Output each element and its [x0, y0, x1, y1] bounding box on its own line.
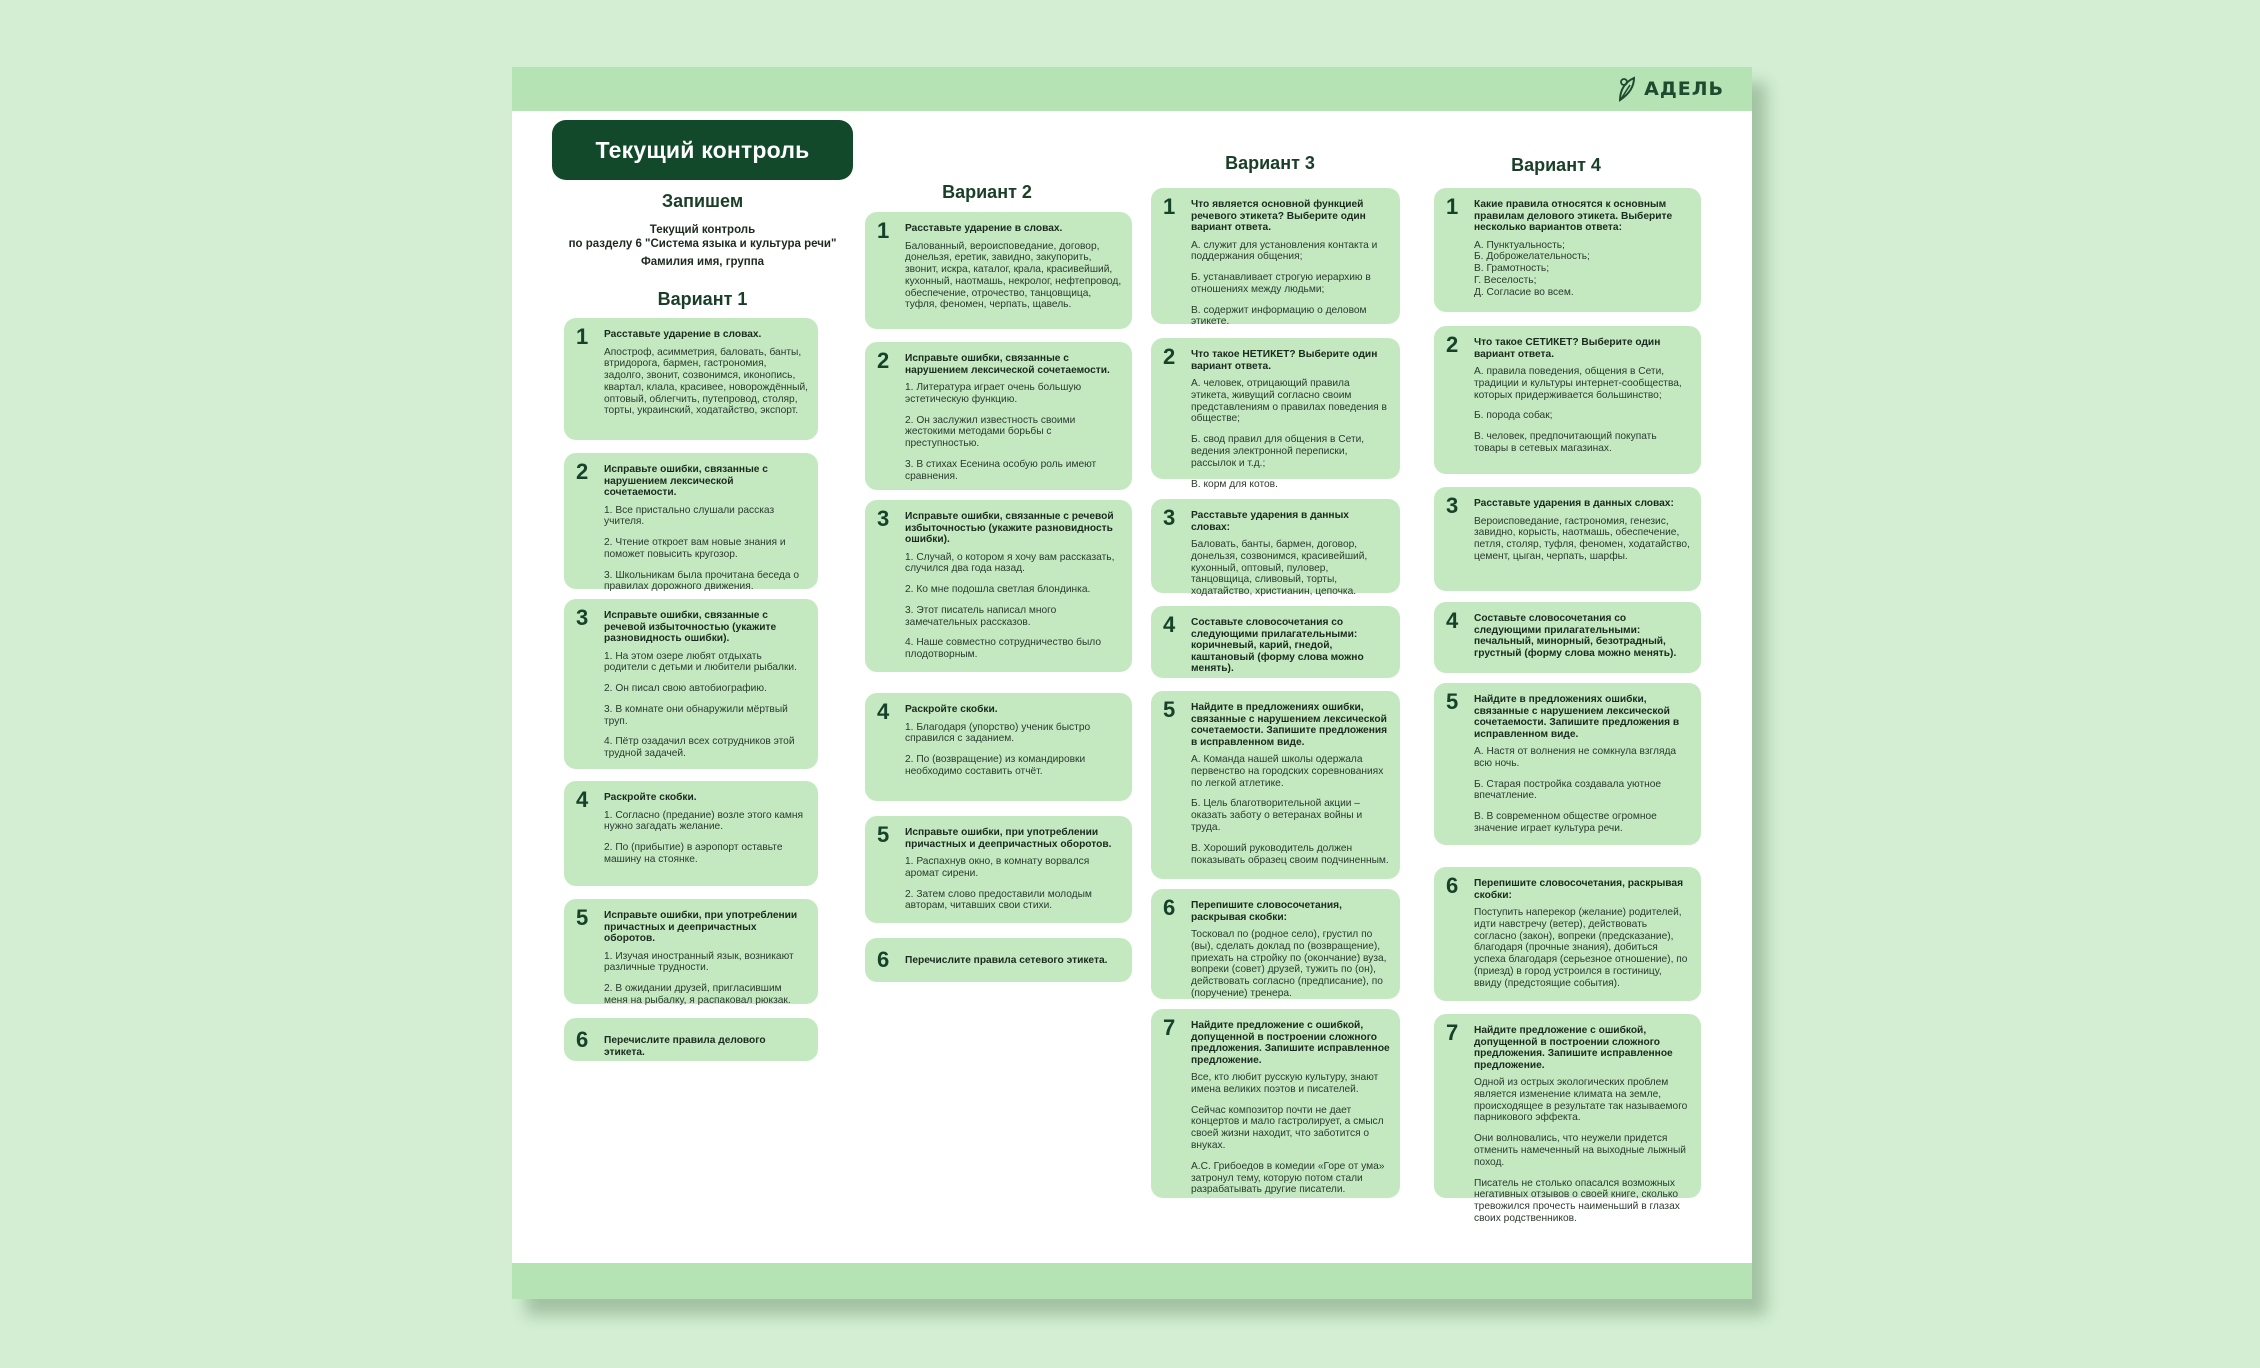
- bottom-bar: [512, 1263, 1752, 1299]
- task-number: 1: [1163, 194, 1176, 219]
- intro-heading: Запишем: [661, 191, 744, 211]
- top-bar: [512, 67, 1752, 111]
- task-item: 1. Все пристально слушали рассказ учителя.: [604, 504, 775, 528]
- task-item: Сейчас композитор почти не дает концертов и мало гастролирует, а смысл своей жизни находит, что заботится о внуках.: [1191, 1104, 1384, 1151]
- task-item: В. Хороший руководитель должен показывать образец своим подчиненным.: [1191, 842, 1389, 866]
- task-item: Балованный, вероисповедание, договор, донельзя, еретик, завидно, закупорить, звонит, искра, каталог, крала, красивейший, кухонный, наотмашь, некролог, нефтепровод, обеспечение, отрочество, танцовщица, туфля, феномен, черпать, щавель.: [905, 240, 1122, 311]
- task-title: Составьте словосочетания со следующими прилагательными: печальный, минорный, безотрадный, грустный (форму слова можно менять).: [1474, 613, 1677, 659]
- task-item: 3. Этот писатель написал много замечательных рассказов.: [905, 604, 1057, 628]
- task-title: Что является основной функцией речевого этикета? Выберите один вариант ответа.: [1191, 199, 1366, 233]
- variant-heading: Вариант 4: [1511, 155, 1601, 175]
- leaf-person-icon: [1616, 76, 1638, 102]
- task-body: [1474, 366, 1691, 455]
- task-title: Найдите в предложениях ошибки, связанные с нарушением лексической сочетаемости. Запишите предложения в исправленном виде.: [1474, 694, 1680, 740]
- task-item: Б. устанавливает строгую иерархию в отношениях между людьми;: [1191, 272, 1371, 295]
- intro-line: по разделу 6 "Система языка и культура речи": [568, 238, 837, 250]
- task-body: [604, 505, 808, 594]
- task-body: [1191, 240, 1390, 329]
- task-item: 2. Затем слово предоставили молодым авторам, читавших свои стихи.: [905, 888, 1092, 912]
- task-title: Найдите предложение с ошибкой, допущенной в построении сложного предложения. Запишите исправленное предложение.: [1474, 1025, 1673, 1071]
- task-item: Поступить наперекор (желание) родителей, идти навстречу (ветер), действовать согласно (закон), вопреки (предсказание), благодаря (прочные знания), добиться успеха благодаря (серьезное отношение), по (приезд) в город устроился в гостиницу, ввиду (предстоящие события).: [1474, 907, 1688, 989]
- task-body: [604, 347, 808, 418]
- task-item: 1. Изучая иностранный язык, возникают различные трудности.: [604, 950, 794, 974]
- task-item: А. служит для установления контакта и поддержания общения;: [1191, 239, 1378, 263]
- task-body: [1474, 907, 1691, 990]
- task-body: [905, 856, 1122, 912]
- task-card: [1434, 487, 1701, 591]
- task-body: [1191, 539, 1390, 598]
- task-number: 5: [1163, 697, 1176, 722]
- task-card: [1151, 188, 1400, 328]
- task-body: [1191, 378, 1390, 490]
- task-card: [1151, 1009, 1400, 1198]
- task-item: А. Настя от волнения не сомкнула взгляда всю ночь.: [1474, 746, 1677, 769]
- task-item: 2. Ко мне подошла светлая блондинка.: [905, 584, 1091, 596]
- task-item: 1. Литература играет очень большую эстетическую функцию.: [905, 382, 1082, 405]
- task-item: А. человек, отрицающий правила этикета, живущий согласно своим представлениям о правилах поведения в обществе;: [1191, 378, 1387, 425]
- task-card: [1151, 691, 1400, 879]
- task-card: [1151, 499, 1400, 598]
- task-title: Расставьте ударение в словах.: [604, 329, 762, 340]
- task-title: Исправьте ошибки, связанные с нарушением лексической сочетаемости.: [905, 353, 1110, 376]
- task-card: [1434, 867, 1701, 1001]
- task-number: 4: [1163, 612, 1176, 637]
- task-number: 6: [576, 1027, 589, 1052]
- task-title: Какие правила относятся к основным правилам делового этикета. Выберите несколько вариантов ответа:: [1474, 199, 1673, 233]
- task-item: 2. В ожидании друзей, пригласившим меня на рыбалку, я распаковал рюкзак.: [604, 983, 791, 1006]
- task-number: 3: [877, 506, 890, 531]
- task-card: [1151, 338, 1400, 490]
- logo: [1616, 76, 1724, 102]
- task-item: 4. Пётр озадачил всех сотрудников этой трудной задачей.: [604, 736, 795, 760]
- task-item: Тосковал по (родное село), грустил по (вы), сделать доклад по (возвращение), приехать на стройку по (окончание) вуза, вопреки (совет) друзей, тужить по (он), действовать согласно (предписание), по (поручение) тренера.: [1191, 929, 1387, 999]
- variant-heading: Вариант 2: [942, 182, 1032, 202]
- task-item: А. правила поведения, общения в Сети, традиции и культуры интернет-сообщества, которых придерживается большинство;: [1474, 366, 1682, 401]
- task-number: 5: [576, 905, 589, 930]
- intro-line: Фамилия имя, группа: [640, 256, 765, 268]
- task-title: Составьте словосочетания со следующими прилагательными: коричневый, карий, гнедой, каштановый (форму слова можно менять).: [1191, 617, 1364, 674]
- task-number: 2: [1163, 344, 1176, 369]
- task-body: [905, 552, 1122, 662]
- task-item: В. человек, предпочитающий покупать товары в сетевых магазинах.: [1474, 431, 1657, 454]
- task-number: 4: [576, 787, 589, 812]
- task-item: Писатель не столько опасался возможных негативных отзывов о своей книге, сколько тревожился прочесть наименьший в глазах своих родственников.: [1474, 1177, 1680, 1224]
- task-item: Б. Цель благотворительной акции – оказать заботу о ветеранах войны и труда.: [1191, 798, 1363, 833]
- task-card: [865, 816, 1132, 923]
- task-number: 1: [1446, 194, 1459, 219]
- task-title: Перечислите правила сетевого этикета.: [905, 955, 1108, 966]
- task-title: Что такое СЕТИКЕТ? Выберите один вариант ответа.: [1474, 337, 1661, 360]
- task-body: [1474, 1077, 1691, 1225]
- task-card: [865, 693, 1132, 801]
- task-body: [1191, 754, 1390, 866]
- task-number: 1: [576, 324, 589, 349]
- task-item: 2. По (прибытие) в аэропорт оставьте машину на стоянке.: [604, 842, 783, 865]
- task-card: [564, 453, 818, 593]
- task-item: Они волновались, что неужели придется отменить намеченный на выходные лыжный поход.: [1474, 1133, 1686, 1168]
- task-card: [1434, 602, 1701, 673]
- task-number: 2: [877, 348, 890, 373]
- task-card: [865, 500, 1132, 672]
- task-item: 1. На этом озере любят отдыхать родители с детьми и любители рыбалки.: [604, 650, 797, 674]
- task-card: [564, 1018, 818, 1061]
- task-card: [1434, 1014, 1701, 1224]
- task-card: [1151, 889, 1400, 999]
- task-card: [1434, 326, 1701, 474]
- task-card: [564, 318, 818, 440]
- intro-text: [532, 223, 873, 269]
- task-title: Найдите в предложениях ошибки, связанные с нарушением лексической сочетаемости. Запишите предложения в исправленном виде.: [1191, 702, 1388, 748]
- task-title: Перечислите правила делового этикета.: [604, 1035, 766, 1058]
- task-number: 7: [1163, 1015, 1176, 1040]
- task-item: Г. Веселость;: [1474, 274, 1537, 286]
- task-title: Раскройте скобки.: [604, 792, 697, 803]
- task-card: [1434, 188, 1701, 312]
- task-item: 1. Согласно (предание) возле этого камня нужно загадать желание.: [604, 809, 804, 833]
- task-item: Апостроф, асимметрия, баловать, банты, втридорога, бармен, гастрономия, задолго, звонит, созвонимся, иконопись, квартал, клала, красивее, новорождённый, оптовый, облегчить, путепровод, столяр, торты, украинский, ходатайство, экспорт.: [604, 346, 808, 417]
- task-item: 3. В комнате они обнаружили мёртвый труп.: [604, 703, 788, 727]
- task-body: [1474, 516, 1691, 563]
- task-item: А.С. Грибоедов в комедии «Горе от ума» затронул тему, которую потом стали разрабатывать другие писатели.: [1191, 1160, 1385, 1196]
- task-number: 5: [1446, 689, 1459, 714]
- task-body: [604, 810, 808, 866]
- task-number: 3: [1446, 493, 1459, 518]
- task-body: [905, 722, 1122, 778]
- task-title: Расставьте ударения в данных словах:: [1191, 510, 1349, 533]
- task-card: [564, 599, 818, 769]
- task-item: В. корм для котов.: [1191, 478, 1278, 490]
- task-item: Б. Доброжелательность;: [1474, 251, 1590, 263]
- task-item: 2. Он писал свою автобиографию.: [604, 683, 767, 695]
- task-number: 5: [877, 822, 890, 847]
- variant-heading: Вариант 3: [1225, 153, 1315, 173]
- task-item: 2. По (возвращение) из командировки необходимо составить отчёт.: [905, 754, 1086, 777]
- task-body: [604, 651, 808, 761]
- task-number: 6: [1446, 873, 1459, 898]
- task-title: Исправьте ошибки, связанные с речевой избыточностью (укажите разновидность ошибки).: [604, 610, 777, 644]
- task-item: Вероисповедание, гастрономия, генезис, завидно, корысть, наотмашь, обеспечение, петля, столяр, туфля, феномен, ходатайство, цемент, цыган, черпать, шарфы.: [1474, 515, 1690, 562]
- task-title: Исправьте ошибки, связанные с речевой избыточностью (укажите разновидность ошибки).: [905, 511, 1114, 545]
- task-item: В. Грамотность;: [1474, 263, 1550, 275]
- task-item: В. В современном обществе огромное значение играет культура речи.: [1474, 811, 1657, 834]
- logo-text: АДЕЛЬ: [1644, 78, 1724, 100]
- task-item: А. Команда нашей школы одержала первенство на городских соревнованиях по легкой атлетике.: [1191, 754, 1384, 789]
- task-title: Раскройте скобки.: [905, 704, 998, 715]
- task-item: 2. Чтение откроет вам новые знания и поможет повысить кругозор.: [604, 537, 786, 560]
- task-card: [564, 899, 818, 1004]
- task-item: А. Пунктуальность;: [1474, 239, 1565, 251]
- task-item: 3. В стихах Есенина особую роль имеют сравнения.: [905, 458, 1097, 482]
- task-number: 4: [1446, 608, 1459, 633]
- task-title: Исправьте ошибки, связанные с нарушением лексической сочетаемости.: [604, 464, 768, 498]
- intro-line: Текущий контроль: [649, 224, 756, 236]
- task-number: 2: [576, 459, 589, 484]
- task-item: Б. Старая постройка создавала уютное впечатление.: [1474, 778, 1662, 802]
- task-title: Расставьте ударения в данных словах:: [1474, 498, 1674, 509]
- task-number: 3: [1163, 505, 1176, 530]
- task-number: 4: [877, 699, 890, 724]
- task-title: Расставьте ударение в словах.: [905, 223, 1063, 234]
- task-card: [865, 212, 1132, 329]
- task-title: Найдите предложение с ошибкой, допущенной в построении сложного предложения. Запишите исправленное предложение.: [1191, 1020, 1390, 1066]
- task-item: 1. Случай, о котором я хочу вам рассказать, случился два года назад.: [905, 551, 1115, 575]
- task-body: [1191, 1072, 1390, 1196]
- task-item: Баловать, банты, бармен, договор, донельзя, созвонимся, красивейший, кухонный, оптовый, пуловер, танцовщица, сливовый, торты, ходатайство, христианин, цепочка.: [1191, 539, 1368, 598]
- task-title: Исправьте ошибки, при употреблении причастных и деепричастных оборотов.: [905, 827, 1112, 850]
- task-item: Одной из острых экологических проблем является изменение климата на земле, происходящее в результате так называемого парникового эффекта.: [1474, 1077, 1688, 1124]
- task-body: [905, 241, 1122, 312]
- task-card: [865, 938, 1132, 982]
- task-item: В. содержит информацию о деловом этикете.: [1191, 304, 1367, 328]
- task-body: [1474, 746, 1691, 835]
- worksheet: [512, 67, 1752, 1299]
- task-title: Перепишите словосочетания, раскрывая скобки:: [1474, 878, 1684, 901]
- task-item: 3. Школьникам была прочитана беседа о правилах дорожного движения.: [604, 569, 800, 593]
- task-number: 2: [1446, 332, 1459, 357]
- task-title: Перепишите словосочетания, раскрывая скобки:: [1191, 900, 1342, 923]
- task-number: 6: [877, 947, 890, 972]
- task-number: 7: [1446, 1020, 1459, 1045]
- task-item: 1. Благодаря (упорство) ученик быстро справился с заданием.: [905, 721, 1091, 745]
- task-card: [1434, 683, 1701, 845]
- task-title: Исправьте ошибки, при употреблении причастных и деепричастных оборотов.: [604, 910, 798, 944]
- task-card: [1151, 606, 1400, 678]
- variant-heading: Вариант 1: [657, 289, 748, 309]
- task-card: [564, 781, 818, 886]
- task-title: Что такое НЕТИКЕТ? Выберите один вариант ответа.: [1191, 349, 1378, 372]
- task-item: 1. Распахнув окно, в комнату ворвался аромат сирени.: [905, 856, 1090, 879]
- task-body: [1474, 240, 1691, 299]
- task-item: 4. Наше совместно сотрудничество было плодотворным.: [905, 637, 1102, 661]
- task-item: Б. свод правил для общения в Сети, ведения электронной переписки, рассылок и т.д.;: [1191, 434, 1365, 469]
- task-number: 1: [877, 218, 890, 243]
- task-number: 6: [1163, 895, 1176, 920]
- task-number: 3: [576, 605, 589, 630]
- task-body: [1191, 929, 1390, 1000]
- task-body: [905, 382, 1122, 483]
- task-item: Все, кто любит русскую культуру, знают имена великих поэтов и писателей.: [1191, 1072, 1379, 1095]
- task-item: Д. Согласие во всем.: [1474, 286, 1574, 298]
- task-item: Б. порода собак;: [1474, 410, 1553, 422]
- task-card: [865, 342, 1132, 490]
- page-title: Текущий контроль: [552, 120, 853, 180]
- task-item: 2. Он заслужил известность своими жестокими методами борьбы с преступностью.: [905, 414, 1076, 450]
- task-body: [604, 951, 808, 1007]
